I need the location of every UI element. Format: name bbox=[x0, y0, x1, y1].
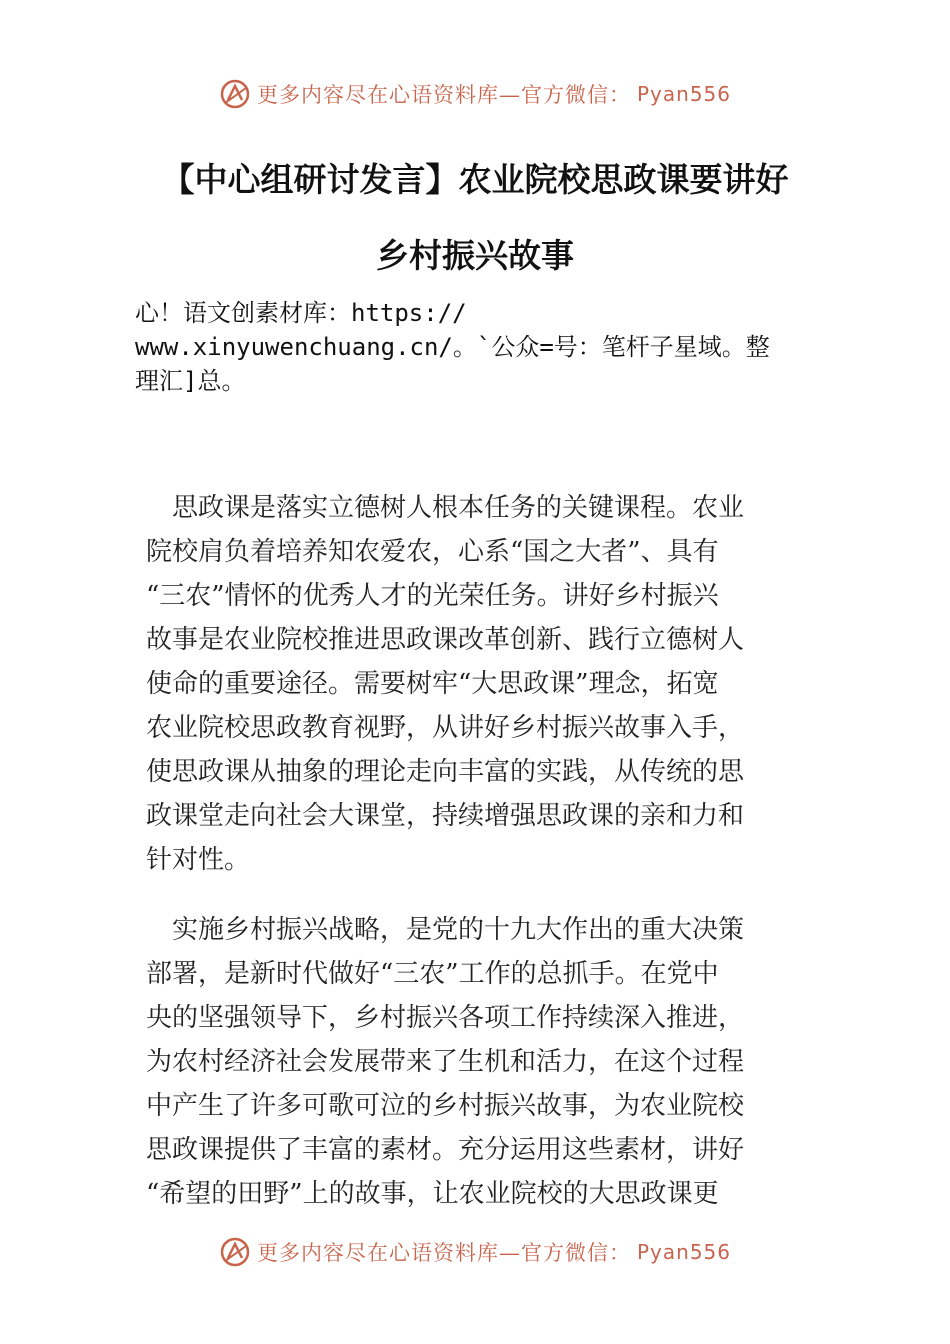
brand-logo-icon bbox=[219, 78, 251, 110]
paragraph-line: “三农”情怀的优秀人才的光荣任务。讲好乡村振兴 bbox=[146, 581, 719, 611]
footer-wechat-id: Pyan556 bbox=[636, 1240, 731, 1264]
paragraph-line: 院校肩负着培养知农爱农，心系“国之大者”、具有 bbox=[146, 537, 719, 567]
footer-banner bbox=[0, 1230, 950, 1274]
paragraph-line: 使思政课从抽象的理论走向丰富的实践，从传统的思 bbox=[146, 757, 745, 787]
header-wechat-id: Pyan556 bbox=[636, 82, 731, 106]
paragraph-line: 部署，是新时代做好“三农”工作的总抓手。在党中 bbox=[146, 959, 719, 989]
body-paragraph-2 bbox=[146, 908, 808, 1216]
source-note bbox=[135, 296, 835, 398]
source-note-line: www.xinyuwenchuang.cn/。`公众=号：笔杆子星域。整 bbox=[135, 333, 770, 361]
paragraph-line: “希望的田野”上的故事，让农业院校的大思政课更 bbox=[146, 1179, 719, 1209]
brand-logo-icon bbox=[219, 1236, 251, 1268]
paragraph-line: 使命的重要途径。需要树牢“大思政课”理念，拓宽 bbox=[146, 669, 719, 699]
document-title-line-2: 乡村振兴故事 bbox=[376, 236, 574, 275]
paragraph-line: 为农村经济社会发展带来了生机和活力，在这个过程 bbox=[146, 1047, 745, 1077]
header-banner bbox=[0, 72, 950, 116]
paragraph-line: 思政课提供了丰富的素材。充分运用这些素材，讲好 bbox=[146, 1135, 745, 1165]
document-title-line-1: 【中心组研讨发言】农业院校思政课要讲好 bbox=[161, 160, 789, 199]
paragraph-line: 故事是农业院校推进思政课改革创新、践行立德树人 bbox=[146, 625, 745, 655]
header-banner-text: 更多内容尽在心语资料库—官方微信： bbox=[256, 83, 631, 107]
paragraph-line: 实施乡村振兴战略，是党的十九大作出的重大决策 bbox=[146, 915, 745, 945]
paragraph-line: 思政课是落实立德树人根本任务的关键课程。农业 bbox=[146, 493, 745, 523]
paragraph-line: 中产生了许多可歌可泣的乡村振兴故事，为农业院校 bbox=[146, 1091, 745, 1121]
paragraph-line: 农业院校思政教育视野，从讲好乡村振兴故事入手， bbox=[146, 713, 745, 743]
body-paragraph-1 bbox=[146, 486, 808, 882]
source-note-line: 理汇]总。 bbox=[135, 367, 246, 395]
source-note-line: 心！语文创素材库：https:// bbox=[135, 299, 467, 327]
paragraph-line: 政课堂走向社会大课堂，持续增强思政课的亲和力和 bbox=[146, 801, 745, 831]
paragraph-line: 央的坚强领导下，乡村振兴各项工作持续深入推进， bbox=[146, 1003, 745, 1033]
paragraph-line: 针对性。 bbox=[146, 845, 251, 875]
footer-banner-text: 更多内容尽在心语资料库—官方微信： bbox=[256, 1241, 631, 1265]
